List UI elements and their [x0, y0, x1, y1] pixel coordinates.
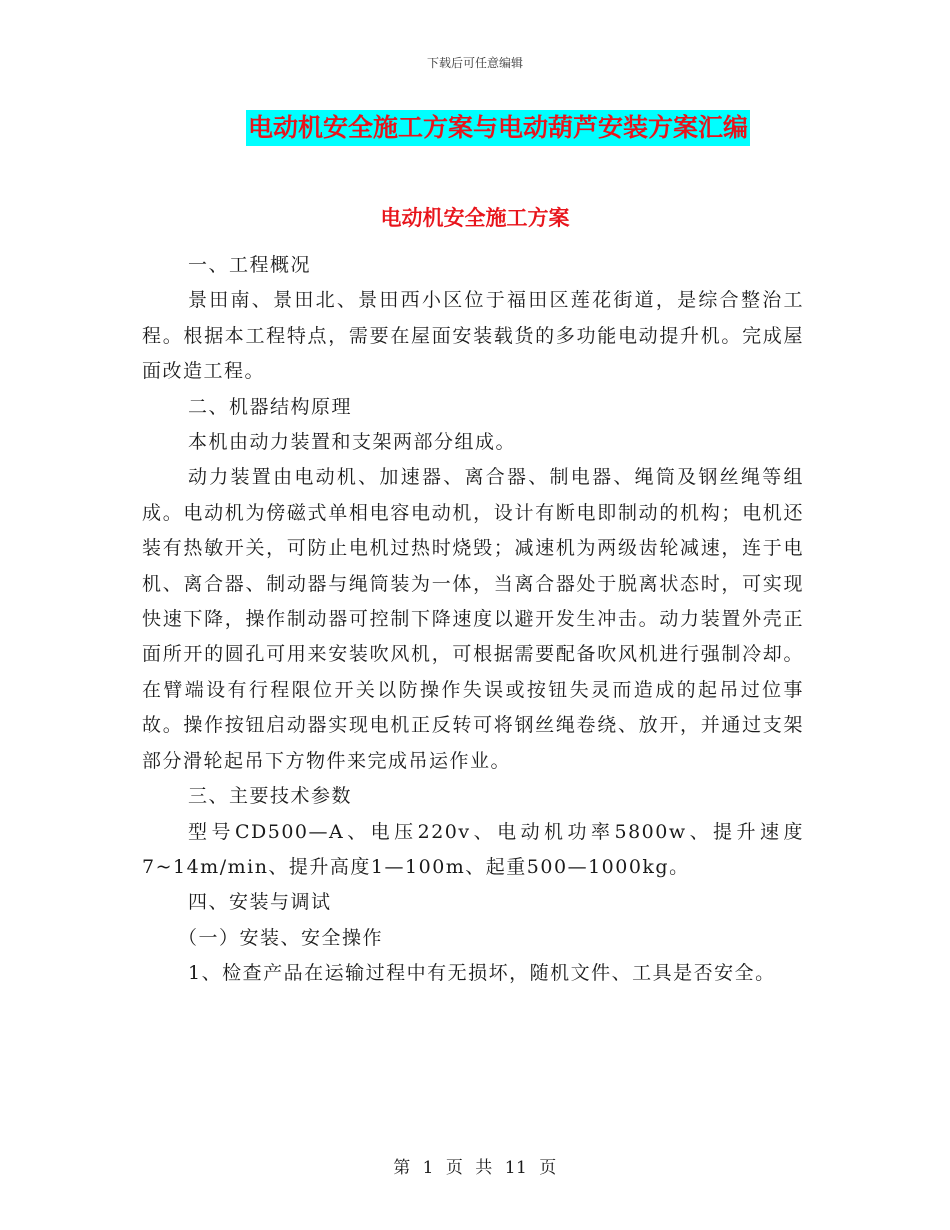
doc-title: 电动机安全施工方案与电动葫芦安装方案汇编 — [246, 110, 750, 146]
heading-technical-parameters: 三、主要技术参数 — [188, 785, 353, 808]
paragraph-power-unit: 动力装置由电动机、加速器、离合器、制电器、绳筒及钢丝绳等组成。电动机为傍磁式单相电容电动机，设计有断电即制动的机构；电机还装有热敏开关，可防止电机过热时烧毁；减速机为两级齿轮减速，连于电机、离合器、制动器与绳筒装为一体，当离合器处于脱离状态时，可实现快速下降，操作制动器可控制下降速度以避开发生冲击。动力装置外壳正面所开的圆孔可用来安装吹风机，可根据需要配备吹风机进行强制冷却。在臂端设有行程限位开关以防操作失误或按钮失灵而造成的起吊过位事故。操作按钮启动器实现电机正反转可将钢丝绳卷绕、放开，并通过支架部分滑轮起吊下方物件来完成吊运作业。 — [142, 466, 804, 772]
subheading-installation-safety: （一）安装、安全操作 — [178, 926, 384, 949]
document-body — [142, 248, 804, 992]
section-title: 电动机安全施工方案 — [380, 205, 570, 230]
paragraph-inspection: 1、检查产品在运输过程中有无损坏，随机文件、工具是否安全。 — [188, 962, 776, 985]
heading-installation: 四、安装与调试 — [188, 891, 332, 914]
paragraph-technical-parameters: 型号CD500—A、电压220v、电动机功率5800w、提升速度7~14m/min、提升高度1—100m、起重500—1000kg。 — [142, 820, 804, 878]
paragraph-machine-components: 本机由动力装置和支架两部分组成。 — [188, 431, 517, 454]
heading-machine-structure: 二、机器结构原理 — [188, 395, 353, 418]
doc-title-container — [0, 110, 950, 146]
page-number: 第 1 页 共 11 页 — [393, 1158, 557, 1178]
header-note: 下载后可任意编辑 — [426, 56, 523, 70]
paragraph-project-overview: 景田南、景田北、景田西小区位于福田区莲花街道，是综合整治工程。根据本工程特点，需要在屋面安装载货的多功能电动提升机。完成屋面改造工程。 — [142, 289, 804, 383]
heading-project-overview: 一、工程概况 — [188, 254, 312, 276]
